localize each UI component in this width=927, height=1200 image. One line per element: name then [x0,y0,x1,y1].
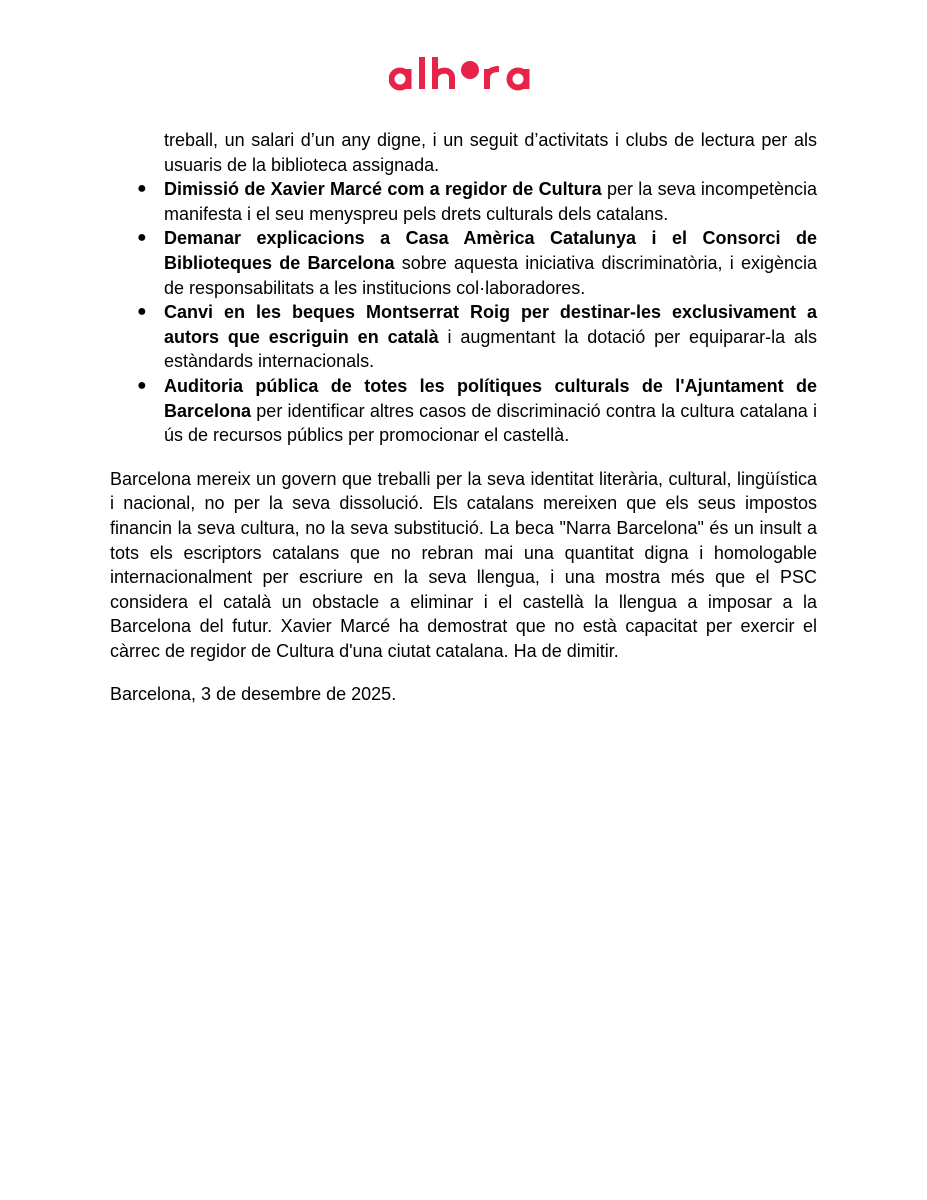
list-item [110,177,817,226]
list-item-bold: Demanar explicacions a Casa Amèrica Catalunya i el Consorci de Biblioteques de Barcelona [164,228,817,273]
bullet-icon: ● [137,303,147,321]
list-item-text: i augmentant la dotació per equiparar-la als estàndards internacionals. [164,326,817,372]
bullet-icon: ● [137,376,147,394]
list-item-text: sobre aquesta iniciativa discriminatòria, i exigència de responsabilitats a les institucions col·laboradores. [164,252,818,298]
alhora-logo-mark [389,52,541,96]
list-item [110,226,817,300]
list-item-text: per la seva incompetència manifesta i el seu menyspreu pels drets culturals dels catalans. [164,179,817,224]
date-line: Barcelona, 3 de desembre de 2025. [110,684,397,705]
logo-letters [392,57,527,89]
bullet-icon: ● [137,180,147,198]
list-item [110,300,817,374]
list-item-bold: Auditoria pública de totes les polítiques culturals de l'Ajuntament de Barcelona [164,375,817,421]
demands-list [110,128,817,448]
list-item-bold: Canvi en les beques Montserrat Roig per destinar-les exclusivament a autors que escriguin en català [164,302,817,347]
logo-dot [461,61,479,79]
list-item-text: per identificar altres casos de discriminació contra la cultura catalana i ús de recursos públics per promocionar el castellà. [164,400,817,446]
list-item-continuation [110,128,817,177]
closing-paragraph: Barcelona mereix un govern que treballi per la seva identitat literària, cultural, lingüística i nacional, no per la seva dissolució. Els catalans mereixen que els seus impostos financin la seva cultura, no la seva substitució. La beca "Narra Barcelona" és un insult a tots els escriptors catalans que no rebran mai una quantitat digna i homologable internacionalment per escriure en la seva llengua, i una mostra més que el PSC considera el català un obstacle a eliminar i el castellà la llengua a imposar a la Barcelona del futur. Xavier Marcé ha demostrat que no està capacitat per exercir el càrrec de regidor de Cultura d'una ciutat catalana. Ha de dimitir. [110,468,817,661]
bullet-icon: ● [137,229,147,247]
list-item-bold: Dimissió de Xavier Marcé com a regidor de Cultura [164,179,602,200]
document-body [110,128,817,707]
continuation-text: treball, un salari d’un any digne, i un seguit d’activitats i clubs de lectura per als usuaris de la biblioteca assignada. [164,130,817,175]
list-item [110,374,817,448]
alhora-logo [389,52,541,96]
